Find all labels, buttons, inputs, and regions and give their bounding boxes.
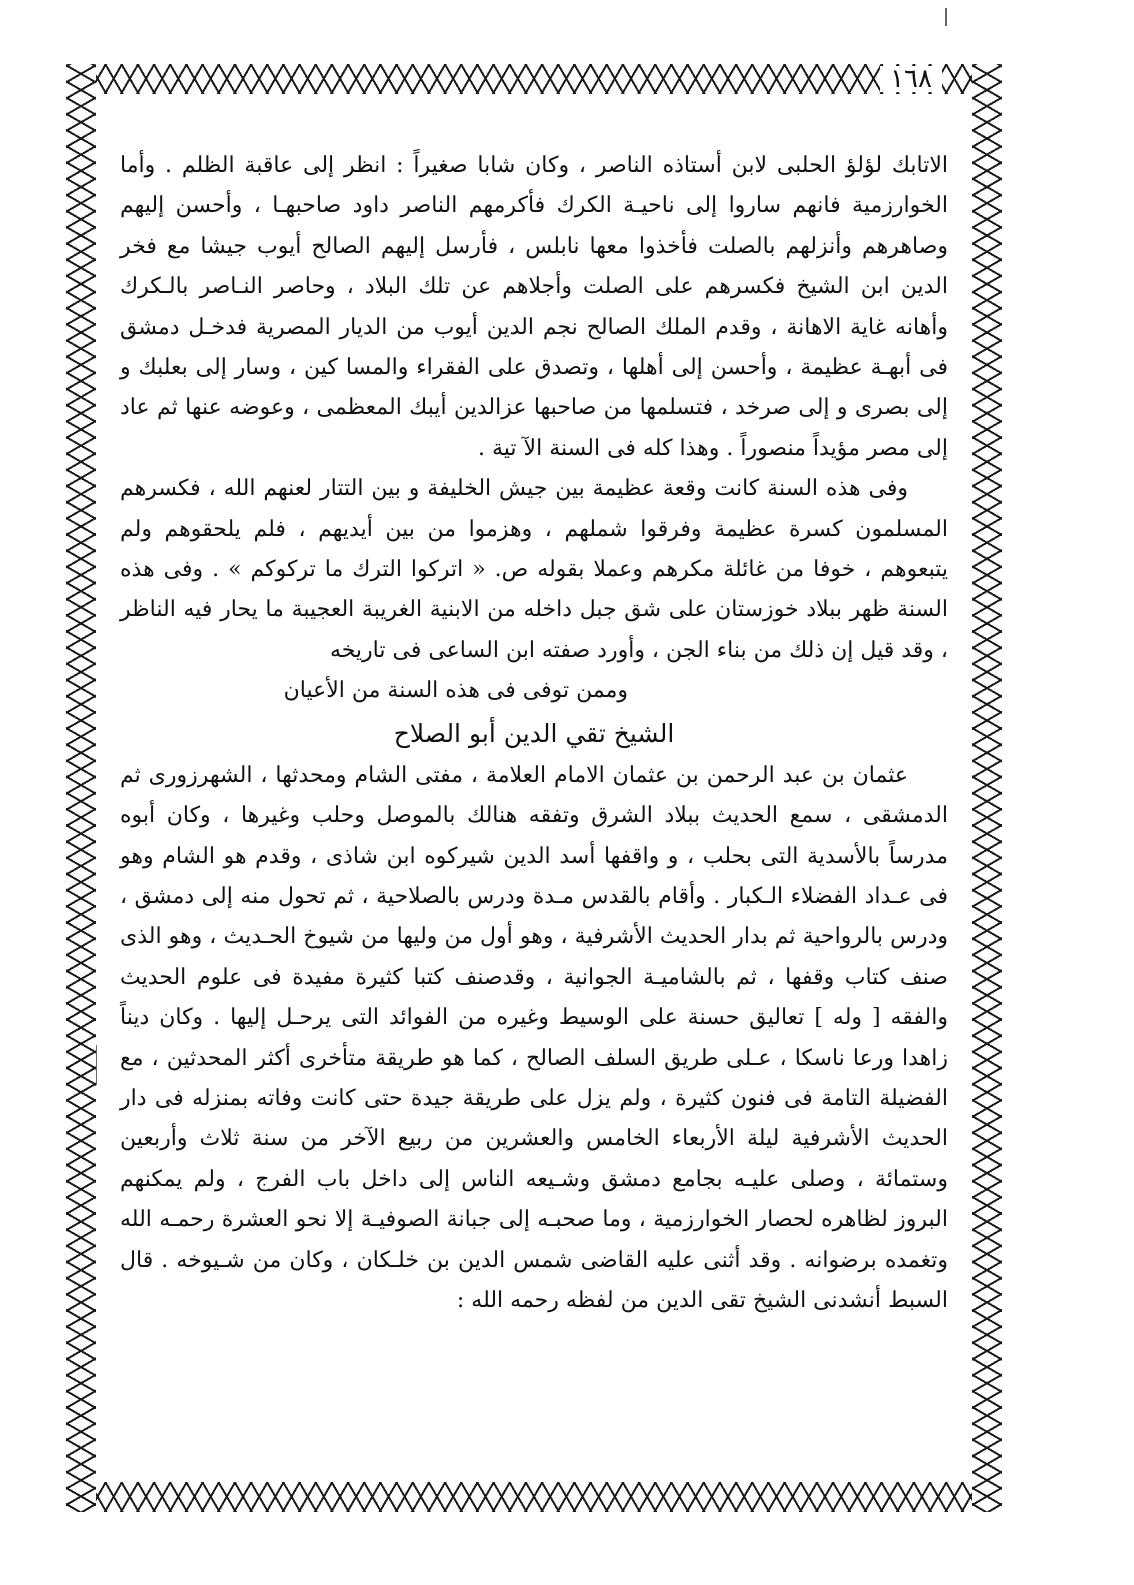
ornamental-border-bottom bbox=[66, 1482, 1002, 1512]
ornamental-border-left bbox=[66, 64, 96, 1512]
page-number: ١٦٨ bbox=[880, 66, 942, 92]
scan-mark bbox=[96, 1045, 97, 1085]
page-frame bbox=[66, 64, 1002, 1512]
scan-mark bbox=[945, 8, 947, 26]
paragraph-biography: عثمان بن عبد الرحمن بن عثمان الامام العلامة ، مفتى الشام ومحدثها ، الشهرزورى ثم الدمشقى ، سمع الحديث ببلاد الشرق وتفقه هنالك بالموصل وحلب وغيرها ، وكان أبوه مدرساً بالأسدية التى بحلب ، و واقفها أسد الدين شيركوه ابن شاذى ، وقدم هو الشام وهو فى عـداد الفضلاء الـكبار . وأقام بالقدس مـدة ودرس بالصلاحية ، ثم تحول منه إلى دمشق ، ودرس بالرواحية ثم بدار الحديث الأشرفية ، وهو أول من وليها من شيوخ الحـديث ، وهو الذى صنف كتاب وقفها ، ثم بالشاميـة الجوانية ، وقدصنف كتبا كثيرة مفيدة فى علوم الحديث والفقه [ وله ] تعاليق حسنة على الوسيط وغيره من الفوائد التى يرحـل إليها . وكان ديناً زاهدا ورعا ناسكا ، عـلى طريق السلف الصالح ، كما هو طريقة متأخرى أكثر المحدثين ، مع الفضيلة التامة فى فنون كثيرة ، ولم يزل على طريقة جيدة حتى كانت وفاته بمنزله فى دار الحديث الأشرفية ليلة الأربعاء الخامس والعشرين من ربيع الآخر من سنة ثلاث وأربعين وستمائة ، وصلى عليـه بجامع دمشق وشـيعه الناس إلى داخل باب الفرج ، ولم يمكنهم البروز لظاهره لحصار الخوارزمية ، وما صحبـه إلى جبانة الصوفيـة إلا نحو العشرة رحمـه الله وتغمده برضوانه . وقد أثنى عليه القاضى شمس الدين بن خلـكان ، وكان من شـيوخه . قال السبط أنشدنى الشيخ تقى الدين من لفظه رحمه الله : bbox=[120, 762, 948, 1313]
section-heading: الشيخ تقي الدين أبو الصلاح bbox=[393, 718, 675, 748]
ornamental-border-right bbox=[972, 64, 1002, 1512]
page-body bbox=[120, 146, 948, 1321]
paragraph-2: وفى هذه السنة كانت وقعة عظيمة بين جيش الخليفة و بين التتار لعنهم الله ، فكسرهم المسلمون كسرة عظيمة وفرقوا شملهم ، وهزموا من بين أيديهم ، فلم يلحقوهم ولم يتبعوهم ، خوفا من غائلة مكرهم وعملا بقوله ص. « اتركوا الترك ما تركوكم » . وفى هذه السنة ظهر ببلاد خوزستان على شق جبل داخله من الابنية الغريبة العجيبة ما يحار فيه الناظر ، وقد قيل إن ذلك من بناء الجن ، وأورد صفته ابن الساعى فى تاريخه bbox=[120, 476, 948, 663]
notables-intro: وممن توفى فى هذه السنة من الأعيان bbox=[283, 678, 628, 704]
ornamental-border-top bbox=[66, 64, 1002, 94]
paragraph-1: الاتابك لؤلؤ الحلبى لابن أستاذه الناصر ، وكان شابا صغيراً : انظر إلى عاقبة الظلم . وأما الخوارزمية فانهم ساروا إلى ناحيـة الكرك فأكرمهم الناصر داود صاحبهـا ، وأحسن إليهم وصاهرهم وأنزلهم بالصلت فأخذوا معها نابلس ، فأرسل إليهم الصالح أيوب جيشا مع فخر الدين ابن الشيخ فكسرهم على الصلت وأجلاهم عن تلك البلاد ، وحاصر النـاصر بالـكرك وأهانه غاية الاهانة ، وقدم الملك الصالح نجم الدين أيوب من الديار المصرية فدخـل دمشق فى أبهـة عظيمة ، وأحسن إلى أهلها ، وتصدق على الفقراء والمسا كين ، وسار إلى بعلبك و إلى بصرى و إلى صرخد ، فتسلمها من صاحبها عزالدين أيبك المعظمى ، وعوضه عنها ثم عاد إلى مصر مؤيداً منصوراً . وهذا كله فى السنة الآ تية . bbox=[120, 153, 948, 461]
